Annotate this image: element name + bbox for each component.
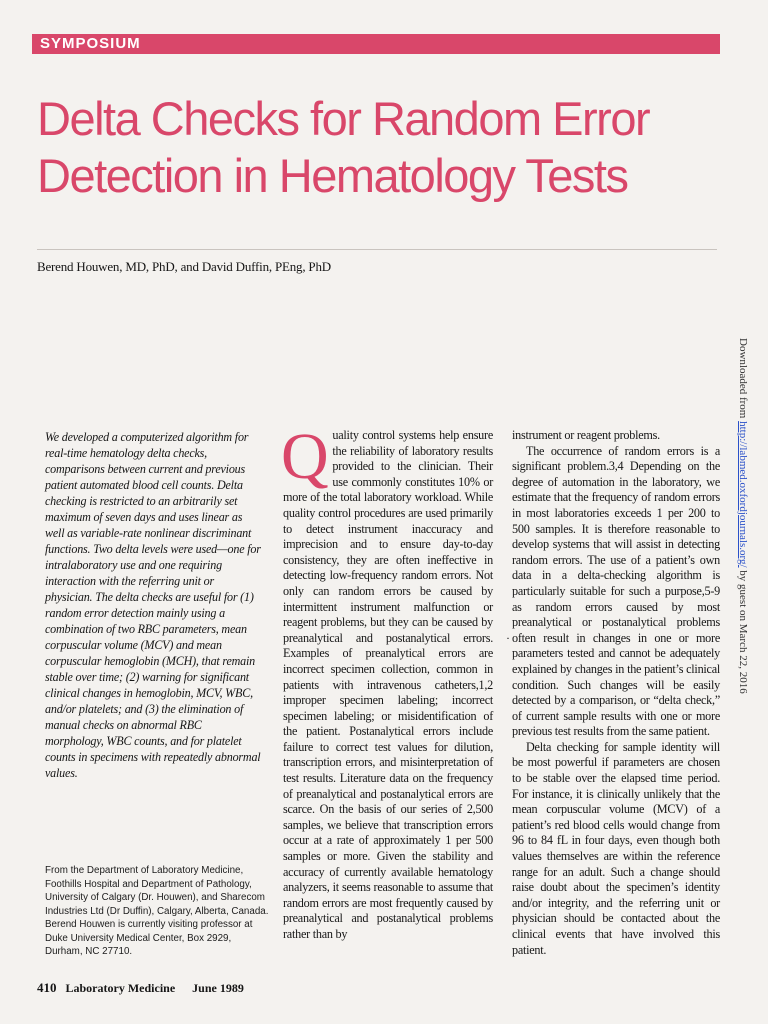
page-number: 410 [37, 980, 57, 995]
body-column-1-text: uality control systems help ensure the reliability of laboratory results provided to the clinician. Their use commonly constitutes 10% or more of the total laboratory workload. While quality control procedures are used primarily to detect instrument inaccuracy and imprecision and to ensure day-to-day consistency, they are often ineffective in detecting low-frequency random errors. Not only can random errors be caused by intermittent instrument malfunction or reagent problems, but they can be caused by preanalytical and postanalytical errors. Examples of preanalytical errors are incorrect specimen collection, common in patients with intravenous catheters,1,2 improper specimen labeling; incorrect specimen labeling; or misidentification of the patient. Postanalytical errors include failure to correct test values for dilution, transcription errors, and misinterpretation of test results. Literature data on the frequency of preanalytical and postanalytical errors are scarce. On the basis of our series of 2,500 samples, we believe that transcription errors occur at a rate of approximately 1 per 500 samples or more. Given the stability and accuracy of currently available hematology analyzers, it seems reasonable to assume that random errors are most frequently caused by preanalytical and postanalytical problems rather than by [283, 428, 493, 941]
author-affiliation: From the Department of Laboratory Medicine, Foothills Hospital and Department of Pathology, University of Calgary (Dr. Houwen), and Sharecom Industries Ltd (Dr Duffin), Calgary, Alberta, Canada. Berend Houwen is currently visiting professor at Duke University Medical Center, Box 2929, Durham, NC 27710. [45, 865, 269, 957]
margin-mark: · [506, 631, 510, 645]
download-note [737, 338, 749, 694]
journal-name: Laboratory Medicine [65, 981, 176, 995]
title-line-2: Detection in Hematology Tests [37, 149, 628, 202]
body-column-2 [512, 428, 720, 958]
abstract: We developed a computerized algorithm for real-time hematology delta checks, comparisons between current and previous patient automated blood cell counts. Delta checking is restricted to an arbitrarily set maximum of seven days and uses linear as well as variable-rate nonlinear discriminant functions. Two delta levels were used—one for intralaboratory use and one requiring interaction with the referring unit or physician. The delta checks are useful for (1) random error detection mainly using a combination of two RBC parameters, mean corpuscular volume (MCV) and mean corpuscular hemoglobin (MCH), that remain stable over time; (2) warning for significant clinical changes in hemoglobin, MCV, WBC, and/or platelets; and (3) the elimination of manual checks on abnormal RBC morphology, WBC counts, and for platelet counts in specimens with repeatedly abnormal values. [45, 430, 261, 780]
author-line: Berend Houwen, MD, PhD, and David Duffin, PEng, PhD [37, 259, 331, 274]
download-note-prefix: Downloaded from [737, 338, 749, 422]
body-column-1 [281, 420, 493, 943]
download-note-suffix: by guest on March 22, 2016 [737, 567, 749, 694]
title-divider [37, 249, 717, 250]
article-title [37, 90, 717, 204]
issue-date: June 1989 [192, 981, 244, 995]
section-banner: SYMPOSIUM [32, 34, 720, 54]
download-link[interactable]: http://labmed.oxfordjournals.org/ [737, 421, 749, 568]
title-line-1: Delta Checks for Random Error [37, 92, 650, 145]
body-paragraph: The occurrence of random errors is a significant problem.3,4 Depending on the degree of automation in the laboratory, we estimate that the frequency of random errors in most laboratories exceeds 1 per 200 to 500 samples. It is therefore reasonable to develop systems that will assist in detecting random errors. The use of a patient’s own data in a delta-checking algorithm is particularly suitable for such a purpose,5-9 as random errors caused by most preanalytical or postanalytical problems often result in changes in one or more parameters tested and cannot be adequately explained by changes in the patient’s clinical condition. Such changes will be easily detected by a comparison, or “delta check,” of current sample results with one or more previous test results from the same patient. [512, 443, 720, 739]
page-footer [37, 980, 244, 996]
body-paragraph: Delta checking for sample identity will be most powerful if parameters are chosen to be stable over the elapsed time period. For instance, it is clinically unlikely that the mean corpuscular volume (MCV) of a patient’s red blood cells would change from 96 to 84 fL in four days, even though both values themselves are within the reference range for an adult. Such a change should raise doubt about the specimen’s identity and/or integrity, and the referring unit or physician should be contacted about the clinical events that have involved this patient. [512, 739, 720, 957]
drop-cap: Q [281, 420, 329, 493]
body-paragraph: instrument or reagent problems. [512, 428, 660, 442]
